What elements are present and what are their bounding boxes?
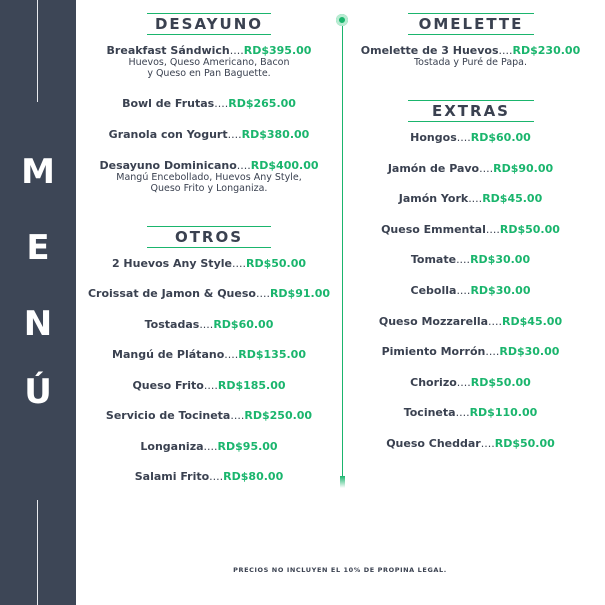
- item-separator: ....: [498, 44, 513, 57]
- header-rule-bottom: [408, 121, 534, 122]
- menu-item-queso-mozzarella: [348, 315, 593, 328]
- item-separator: ....: [229, 44, 244, 57]
- section-header-extras: [408, 100, 534, 122]
- item-price: RD$185.00: [217, 379, 286, 392]
- item-name: Croissat de Jamon & Queso: [87, 287, 256, 300]
- item-separator: ....: [203, 440, 218, 453]
- sidebar-line-bottom: [37, 500, 38, 605]
- menu-item-croissat: [80, 287, 338, 300]
- menu-item-hongos: [348, 131, 593, 144]
- section-header-otros: [147, 226, 271, 248]
- menu-item-jamon-york: [348, 192, 593, 205]
- menu-item-breakfast-sandwich: [80, 44, 338, 79]
- item-name: Jamón York: [398, 192, 469, 205]
- item-name: Queso Emmental: [381, 223, 486, 236]
- menu-item-cebolla: [348, 284, 593, 297]
- menu-sidebar: [0, 0, 76, 605]
- menu-item-longaniza: [80, 440, 338, 453]
- item-name: Hongos: [410, 131, 457, 144]
- item-description-line: Huevos, Queso Americano, Bacon: [128, 57, 290, 68]
- tip-disclaimer: PRECIOS NO INCLUYEN EL 10% DE PROPINA LEGAL.: [233, 566, 447, 574]
- item-separator: ....: [209, 470, 224, 483]
- item-name: Tomate: [410, 253, 457, 266]
- sidebar-letter-e: E: [26, 228, 50, 268]
- divider-tip: [340, 476, 345, 488]
- item-name: Tocineta: [403, 406, 456, 419]
- item-price: RD$45.00: [482, 192, 543, 205]
- item-price: RD$395.00: [243, 44, 312, 57]
- item-name: Jamón de Pavo: [387, 162, 480, 175]
- menu-item-jamon-pavo: [348, 162, 593, 175]
- item-price: RD$30.00: [470, 284, 531, 297]
- item-name: Granola con Yogurt: [108, 128, 228, 141]
- item-separator: ....: [224, 348, 239, 361]
- item-price: RD$95.00: [217, 440, 278, 453]
- menu-item-huevos: [80, 257, 338, 270]
- item-price: RD$135.00: [238, 348, 306, 361]
- section-header-omelette: [408, 13, 534, 35]
- menu-item-tostadas: [80, 318, 338, 331]
- item-separator: ....: [199, 318, 214, 331]
- item-separator: ....: [455, 406, 470, 419]
- item-price: RD$91.00: [269, 287, 331, 300]
- header-rule-bottom: [147, 34, 271, 35]
- item-name: Omelette de 3 Huevos: [360, 44, 499, 57]
- item-name: Salami Frito: [134, 470, 210, 483]
- divider-dot-icon: [336, 14, 348, 26]
- item-price: RD$30.00: [499, 345, 560, 358]
- item-price: RD$45.00: [502, 315, 563, 328]
- menu-item-omelette: [348, 44, 593, 68]
- item-separator: ....: [480, 437, 495, 450]
- column-divider: [342, 26, 343, 480]
- menu-item-chorizo: [348, 376, 593, 389]
- item-description-line: Tostada y Puré de Papa.: [413, 57, 528, 68]
- item-separator: ....: [456, 131, 471, 144]
- item-separator: ....: [468, 192, 483, 205]
- item-price: RD$90.00: [493, 162, 554, 175]
- item-name: Breakfast Sándwich: [106, 44, 230, 57]
- menu-item-queso-emmental: [348, 223, 593, 236]
- header-rule-bottom: [408, 34, 534, 35]
- item-separator: ....: [488, 315, 503, 328]
- menu-item-granola: [80, 128, 338, 141]
- item-name: Queso Cheddar: [386, 437, 481, 450]
- menu-item-mangu: [80, 348, 338, 361]
- item-separator: ....: [227, 128, 242, 141]
- item-name: Tostadas: [144, 318, 200, 331]
- item-name: Cebolla: [410, 284, 457, 297]
- menu-item-queso-frito: [80, 379, 338, 392]
- sidebar-letter-n: N: [23, 304, 53, 344]
- item-separator: ....: [231, 257, 246, 270]
- menu-item-bowl-de-frutas: [80, 97, 338, 110]
- item-separator: ....: [456, 376, 471, 389]
- item-price: RD$380.00: [241, 128, 310, 141]
- section-title: EXTRAS: [431, 102, 510, 120]
- item-price: RD$60.00: [470, 131, 531, 144]
- item-price: RD$265.00: [228, 97, 296, 110]
- menu-item-salami: [80, 470, 338, 483]
- menu-item-tocineta: [80, 409, 338, 422]
- item-separator: ....: [203, 379, 218, 392]
- sidebar-line-top: [37, 0, 38, 102]
- item-price: RD$400.00: [250, 159, 319, 172]
- item-separator: ....: [214, 97, 229, 110]
- item-separator: ....: [236, 159, 251, 172]
- item-name: Chorizo: [410, 376, 457, 389]
- item-price: RD$50.00: [499, 223, 560, 236]
- item-separator: ....: [456, 253, 471, 266]
- item-name: Mangú de Plátano: [112, 348, 225, 361]
- item-description-line: Queso Frito y Longaniza.: [150, 183, 268, 194]
- item-separator: ....: [485, 345, 500, 358]
- section-title: OTROS: [174, 228, 244, 246]
- menu-item-tomate: [348, 253, 593, 266]
- item-separator: ....: [485, 223, 500, 236]
- item-name: Bowl de Frutas: [122, 97, 215, 110]
- item-separator: ....: [230, 409, 245, 422]
- item-price: RD$230.00: [512, 44, 581, 57]
- menu-item-tocineta-extra: [348, 406, 593, 419]
- item-price: RD$30.00: [470, 253, 531, 266]
- item-price: RD$80.00: [223, 470, 284, 483]
- item-price: RD$110.00: [469, 406, 538, 419]
- menu-item-desayuno-dominicano: [80, 159, 338, 194]
- item-price: RD$60.00: [213, 318, 274, 331]
- item-name: Servicio de Tocineta: [105, 409, 231, 422]
- item-name: Queso Frito: [132, 379, 204, 392]
- section-header-desayuno: [147, 13, 271, 35]
- header-rule-bottom: [147, 247, 271, 248]
- item-description-line: y Queso en Pan Baguette.: [147, 68, 271, 79]
- item-name: 2 Huevos Any Style: [111, 257, 232, 270]
- menu-item-queso-cheddar: [348, 437, 593, 450]
- item-price: RD$250.00: [244, 409, 313, 422]
- item-separator: ....: [255, 287, 270, 300]
- item-price: RD$50.00: [494, 437, 555, 450]
- item-name: Longaniza: [140, 440, 204, 453]
- menu-item-pimiento-morron: [348, 345, 593, 358]
- section-title: OMELETTE: [418, 15, 524, 33]
- sidebar-letter-m: M: [21, 152, 55, 192]
- item-description-line: Mangú Encebollado, Huevos Any Style,: [116, 172, 302, 183]
- sidebar-letter-u: Ú: [24, 372, 52, 412]
- item-price: RD$50.00: [470, 376, 531, 389]
- item-price: RD$50.00: [245, 257, 307, 270]
- item-name: Queso Mozzarella: [378, 315, 489, 328]
- item-separator: ....: [479, 162, 494, 175]
- item-name: Desayuno Dominicano: [99, 159, 237, 172]
- item-separator: ....: [456, 284, 471, 297]
- section-title: DESAYUNO: [154, 15, 264, 33]
- item-name: Pimiento Morrón: [381, 345, 486, 358]
